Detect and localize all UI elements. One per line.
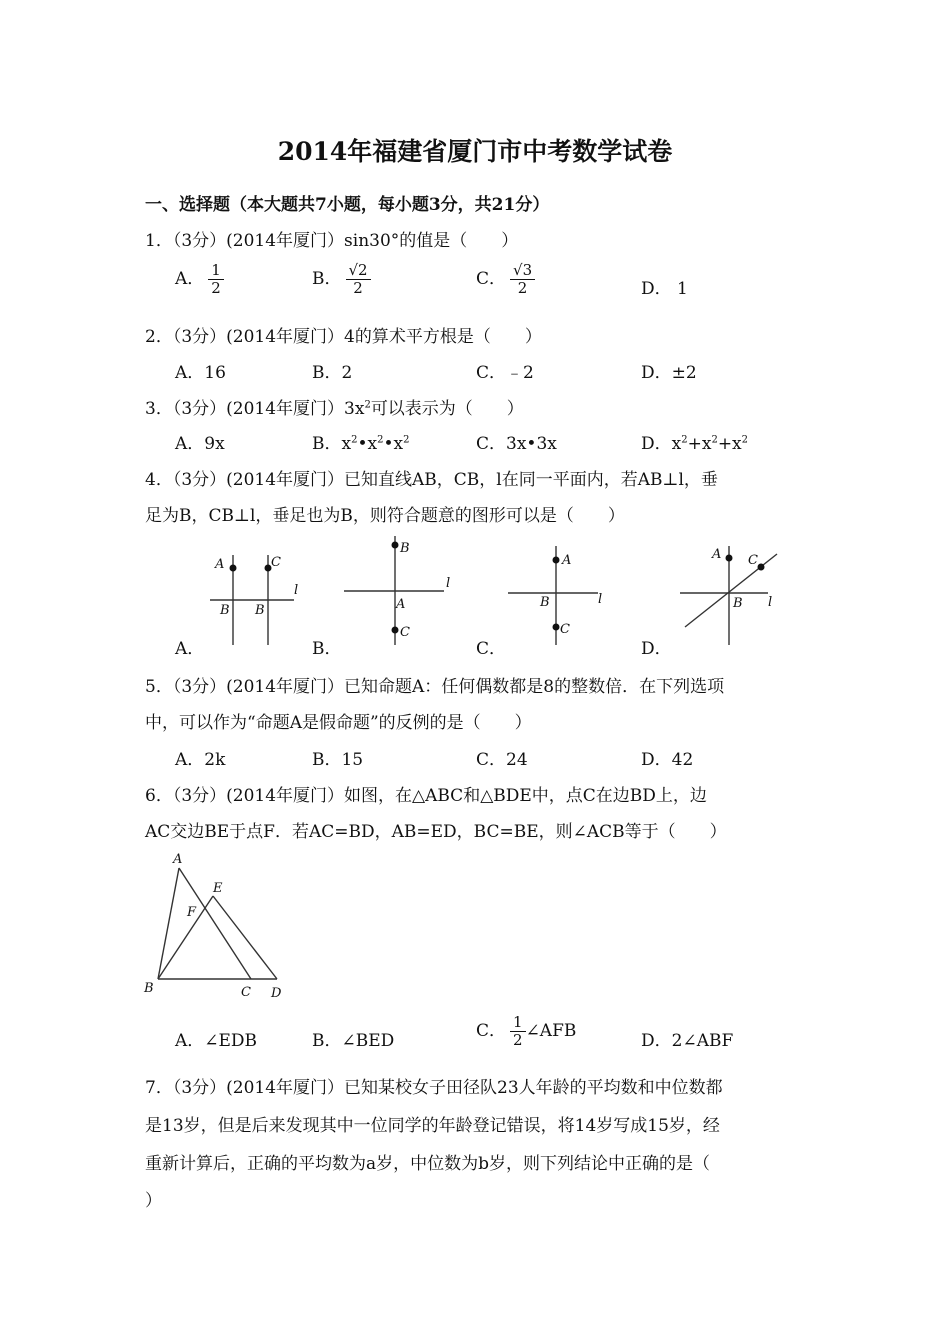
point-a [726,555,733,562]
question-7-line-4: ） [145,1191,162,1211]
q6-option-c[interactable]: C． $\frac{1}{2}$ ∠AFB [476,1013,577,1049]
label-c: C [241,985,251,1000]
q3-option-b[interactable]: B．$x^2•x^2•x^2$ [312,434,410,454]
q4-option-c[interactable]: C． [476,639,507,659]
q6-option-b[interactable]: B．∠BED [312,1031,395,1051]
fraction: $\frac{√2}{2}$ [346,262,371,297]
question-4-line-1: 4．（3分）(2014年厦门）已知直线AB，CB，l在同一平面内，若AB⊥l，垂 [145,470,718,490]
q2-option-a[interactable]: A．16 [175,363,226,383]
label-c: C [400,625,410,640]
label-c: C [271,555,281,570]
q1-option-c[interactable]: C． $\frac{√3}{2}$ [476,262,535,297]
label-a: A [173,852,183,867]
q5-option-b[interactable]: B．15 [312,750,364,770]
point-a [553,557,560,564]
q2-option-c[interactable]: C．﹣2 [476,363,534,383]
q6-option-d[interactable]: D．2∠ABF [641,1031,734,1051]
label-c: C [560,622,570,637]
q6-triangle-figure [140,848,300,1003]
label-l: l [294,583,299,598]
q4-option-a[interactable]: A． [175,639,205,659]
label-a: A [562,553,572,568]
q4-figure-c[interactable] [508,546,602,645]
question-7-line-1: 7．（3分）(2014年厦门）已知某校女子田径队23人年龄的平均数和中位数都 [145,1078,723,1098]
fraction: $\frac{1}{2}$ [510,1014,526,1049]
question-4-line-2: 足为B，CB⊥l，垂足也为B，则符合题意的图形可以是（ ） [145,506,625,526]
side-ed [213,896,277,979]
q3-option-c[interactable]: C．3x•3x [476,434,557,454]
question-5-line-1: 5．（3分）(2014年厦门）已知命题A：任何偶数都是8的整数倍．在下列选项 [145,677,725,697]
label-e: E [213,881,223,896]
q3-option-a[interactable]: A．9x [175,434,225,454]
label-d: D [271,986,282,1001]
section-heading: 一、选择题（本大题共7小题，每小题3分，共21分） [145,195,550,215]
question-7-line-3: 重新计算后，正确的平均数为a岁，中位数为b岁，则下列结论中正确的是（ [145,1154,711,1174]
point-c [553,624,560,631]
label-c: C [748,553,758,568]
q1-option-a[interactable]: A． $\frac{1}{2}$ [175,262,224,297]
label-b: B [540,595,550,610]
q2-option-d[interactable]: D．±2 [641,363,697,383]
question-3-stem: 3．（3分）(2014年厦门）$3x^2$可以表示为（ ） [145,399,524,419]
fraction: $\frac{1}{2}$ [208,262,224,297]
q4-figure-a[interactable] [210,555,298,645]
question-6-line-2: AC交边BE于点F．若AC=BD，AB=ED，BC=BE，则∠ACB等于（ ） [145,822,727,842]
q1-option-b[interactable]: B． $\frac{√2}{2}$ [312,262,371,297]
q4-figure-b[interactable] [344,536,450,645]
q1-option-d[interactable]: D． 1 [641,279,688,299]
label-l: l [768,595,773,610]
label-l: l [598,592,603,607]
question-5-line-2: 中，可以作为“命题A是假命题”的反例的是（ ） [145,713,532,733]
label-a: A [712,547,722,562]
q5-option-a[interactable]: A．2k [175,750,226,770]
q6-option-a[interactable]: A．∠EDB [175,1031,258,1051]
point-a [230,565,237,572]
label-a: A [396,597,406,612]
point-c [758,564,765,571]
label-b: B [144,981,154,996]
q4-option-d[interactable]: D． [641,639,672,659]
q5-option-d[interactable]: D．42 [641,750,694,770]
page-title: 2014年福建省厦门市中考数学试卷 [277,137,673,166]
question-1-stem: 1．（3分）(2014年厦门）sin30°的值是（ ） [145,231,519,251]
point-b [392,542,399,549]
q5-option-c[interactable]: C．24 [476,750,528,770]
label-b: B [400,541,410,556]
q4-option-b[interactable]: B． [312,639,342,659]
question-6-line-1: 6．（3分）(2014年厦门）如图，在△ABC和△BDE中，点C在边BD上，边 [145,786,707,806]
q4-figures [0,530,950,655]
label-a: A [215,557,225,572]
q2-option-b[interactable]: B．2 [312,363,353,383]
question-7-line-2: 是13岁，但是后来发现其中一位同学的年龄登记错误，将14岁写成15岁，经 [145,1116,720,1136]
label-l: l [446,576,451,591]
label-b: B [733,596,743,611]
q4-figure-d[interactable] [680,546,777,645]
fraction: $\frac{√3}{2}$ [510,262,535,297]
question-2-stem: 2．（3分）(2014年厦门）4的算术平方根是（ ） [145,327,542,347]
label-f: F [187,905,197,920]
q3-option-d[interactable]: D．$x^2+x^2+x^2$ [641,434,749,454]
label-b1: B [220,603,230,618]
point-c [392,627,399,634]
label-b2: B [255,603,265,618]
